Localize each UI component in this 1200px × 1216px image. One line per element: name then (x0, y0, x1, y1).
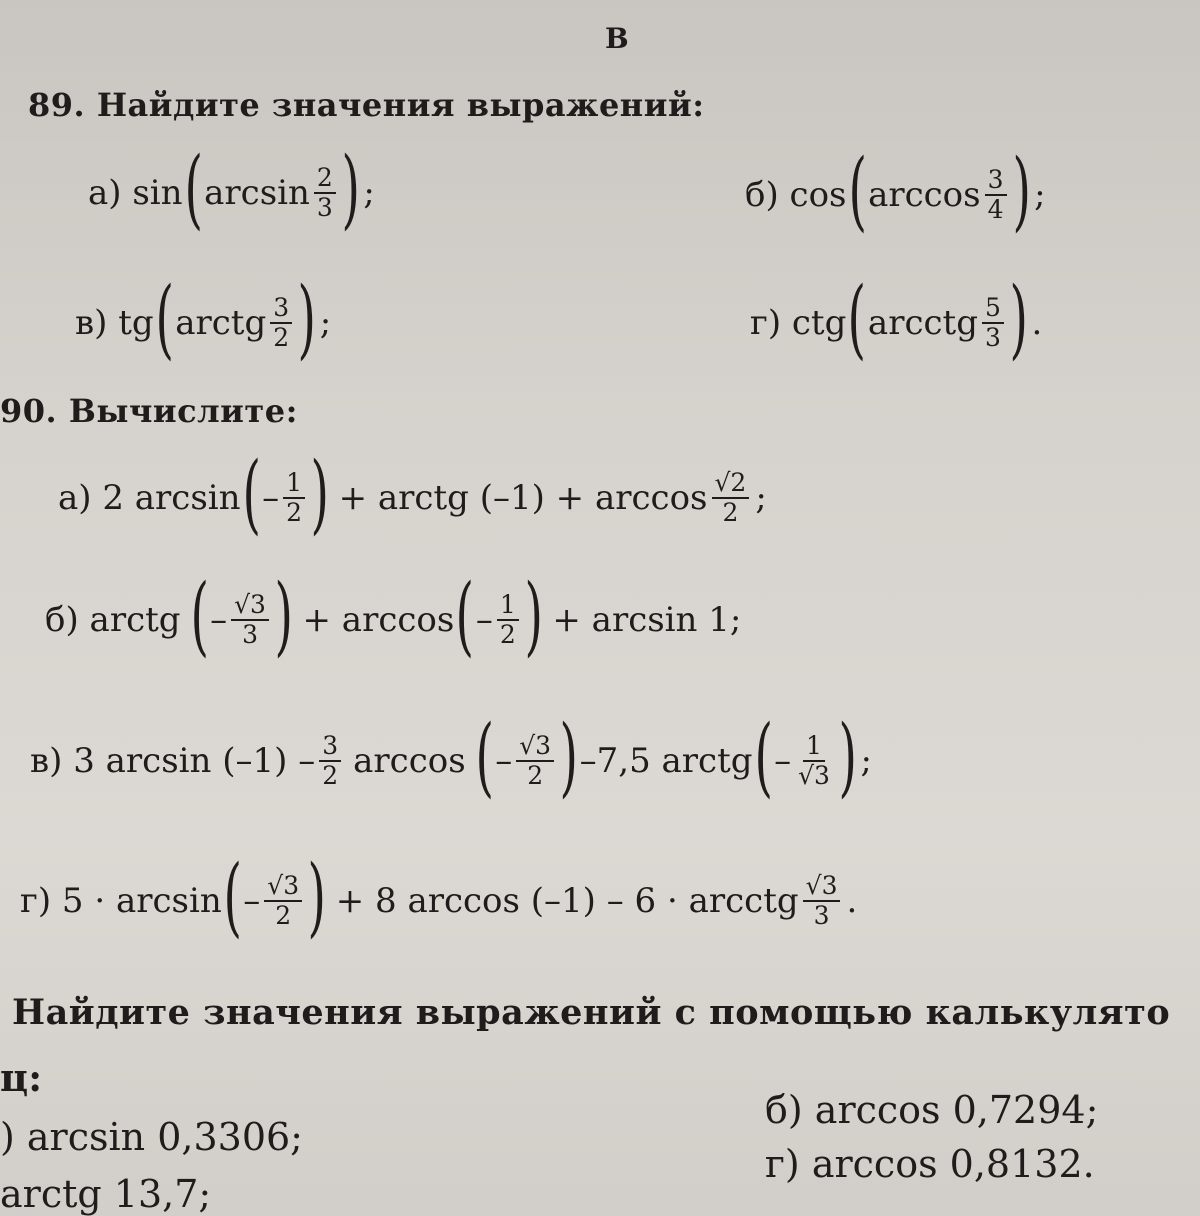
p90-v-lead: в) 3 arcsin (–1) – (30, 741, 316, 781)
p89-b-end: ; (1034, 175, 1046, 215)
p90-b-fraction-2 (497, 589, 519, 649)
problem-90-v (30, 707, 872, 807)
denominator: 2 (722, 498, 739, 527)
denominator: 3 (316, 193, 333, 222)
p90-g-mid: + 8 arccos (–1) – 6 · arcctg (335, 881, 799, 921)
problem-89-title: 89. Найдите значения выражений: (28, 86, 705, 124)
problem-89-v (75, 269, 332, 369)
problem-90-a (58, 444, 767, 544)
p89-b-fraction (985, 164, 1007, 224)
p90-g-end: . (846, 881, 858, 921)
left-paren: ( (455, 566, 475, 666)
numerator: √3 (516, 733, 554, 762)
numerator: 3 (270, 295, 292, 324)
right-paren: ) (307, 847, 327, 947)
right-paren: ) (274, 566, 293, 666)
p90-v-end: ; (860, 741, 872, 781)
numerator: 5 (982, 295, 1004, 324)
left-paren: ( (847, 269, 867, 369)
problem-89-a (88, 139, 375, 239)
right-paren: ) (1012, 141, 1031, 241)
left-paren: ( (848, 141, 867, 241)
right-paren: ) (310, 444, 330, 544)
left-paren: ( (242, 444, 261, 544)
problem-90-g (20, 847, 858, 947)
minus-sign: – (243, 881, 261, 921)
p90-g-fraction-1 (264, 870, 302, 930)
p89-v-label: в) tg (75, 303, 154, 343)
left-paren: ( (475, 707, 494, 807)
minus-sign: – (210, 600, 228, 640)
problem-90-title: 90. Вычислите: (0, 392, 298, 430)
p89-a-end: ; (363, 173, 375, 213)
problem-89-b (745, 141, 1046, 241)
left-paren: ( (190, 566, 209, 666)
numerator: 1 (497, 592, 519, 621)
problem-91-a: ) arcsin 0,3306; (0, 1115, 303, 1159)
denominator: 2 (527, 761, 544, 790)
denominator: 3 (984, 323, 1001, 352)
p89-g-fraction (982, 292, 1004, 352)
problem-91-line2: ц: (0, 1055, 43, 1100)
p90-g-fraction-2 (803, 870, 841, 930)
numerator: √3 (803, 873, 841, 902)
left-paren: ( (223, 847, 242, 947)
p90-a-fraction-1 (283, 467, 305, 527)
problem-91-b: б) arccos 0,7294; (765, 1088, 1099, 1132)
p89-a-fraction (314, 162, 336, 222)
problem-91-g: г) arccos 0,8132. (765, 1142, 1095, 1186)
numerator: √2 (712, 470, 750, 499)
denominator: 3 (813, 901, 830, 930)
p90-a-mid: + arctg (–1) + arccos (338, 478, 708, 518)
numerator: 2 (314, 165, 336, 194)
left-paren: ( (184, 139, 203, 239)
problem-90-b (45, 566, 742, 666)
left-paren: ( (155, 269, 174, 369)
p90-v-fraction-2 (516, 730, 554, 790)
p90-v-mid: –7,5 arctg (579, 741, 753, 781)
p90-a-fraction-2 (712, 467, 750, 527)
numerator: 1 (283, 470, 305, 499)
p89-a-label: а) sin (88, 173, 183, 213)
right-paren: ) (341, 139, 360, 239)
denominator: 4 (987, 195, 1004, 224)
minus-sign: – (475, 600, 493, 640)
p90-b-tail: + arcsin 1; (552, 600, 742, 640)
problem-89-g (750, 269, 1043, 369)
p90-a-lead: а) 2 arcsin (58, 478, 241, 518)
denominator: 2 (275, 901, 292, 930)
denominator: √3 (798, 761, 830, 790)
p90-a-end: ; (755, 478, 767, 518)
p89-g-fn: arcctg (867, 303, 978, 343)
denominator: 2 (499, 620, 516, 649)
p90-v-fraction-3 (795, 730, 833, 790)
numerator: √3 (264, 873, 302, 902)
p90-b-fraction-1 (231, 589, 269, 649)
p89-g-label: г) ctg (750, 303, 847, 343)
denominator: 3 (242, 620, 258, 649)
denominator: 2 (286, 498, 303, 527)
right-paren: ) (559, 707, 579, 807)
denominator: 2 (322, 761, 339, 790)
minus-sign: – (774, 741, 792, 781)
right-paren: ) (838, 707, 857, 807)
denominator: 2 (273, 323, 290, 352)
left-paren: ( (754, 707, 773, 807)
numerator: 1 (803, 733, 825, 762)
numerator: √3 (231, 592, 269, 621)
p90-g-lead: г) 5 · arcsin (20, 881, 222, 921)
p90-b-mid: + arccos (302, 600, 455, 640)
numerator: 3 (319, 733, 341, 762)
problem-91-v: arctg 13,7; (0, 1172, 212, 1216)
right-paren: ) (524, 566, 543, 666)
p89-b-label: б) cos (745, 175, 847, 215)
problem-91-title: Найдите значения выражений с помощью калькулято (12, 992, 1171, 1033)
page-header-letter: В (605, 22, 629, 55)
right-paren: ) (297, 269, 317, 369)
p90-b-lead: б) arctg (45, 600, 181, 640)
numerator: 3 (985, 167, 1007, 196)
p89-v-fn: arctg (175, 303, 267, 343)
right-paren: ) (1009, 269, 1028, 369)
p89-b-fn: arccos (868, 175, 981, 215)
p90-v-fn: arccos (353, 741, 466, 781)
minus-sign: – (495, 741, 513, 781)
p89-a-fn: arcsin (204, 173, 310, 213)
p89-v-fraction (270, 292, 292, 352)
minus-sign: – (262, 478, 280, 518)
p89-g-end: . (1031, 303, 1043, 343)
p89-v-end: ; (319, 303, 332, 343)
p90-v-fraction-1 (319, 730, 341, 790)
